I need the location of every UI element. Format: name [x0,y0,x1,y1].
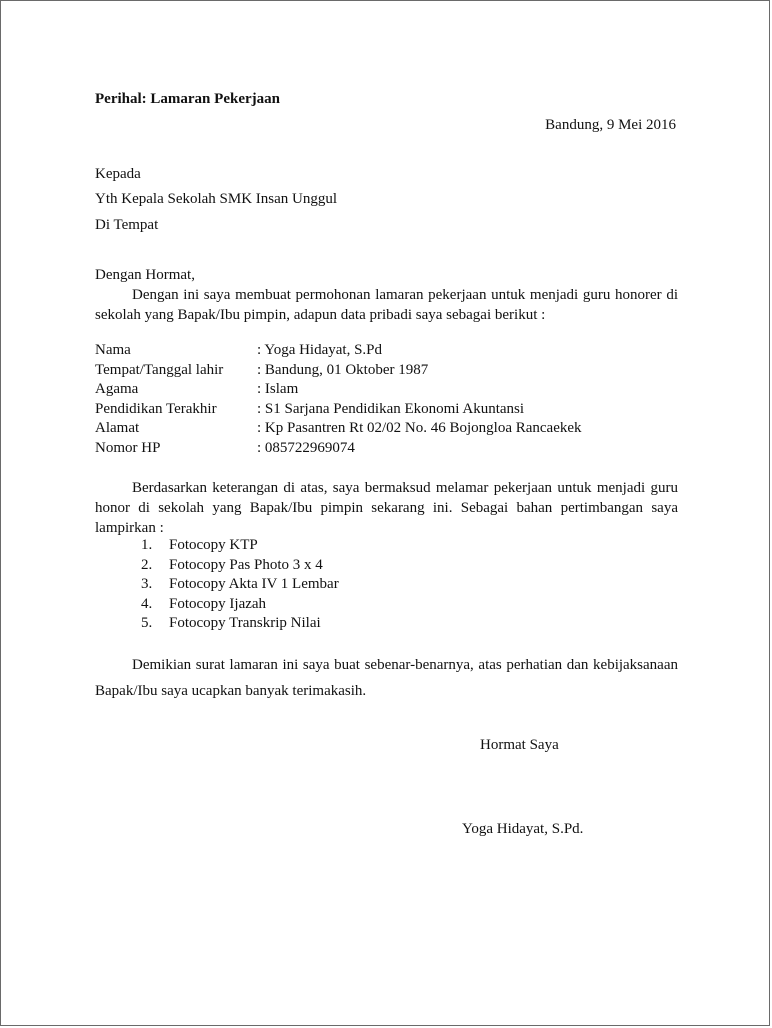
signer-name: Yoga Hidayat, S.Pd. [462,821,584,837]
closing-greeting: Hormat Saya [480,737,559,753]
data-label: Nama [95,342,131,358]
intro-paragraph [95,285,678,325]
closing-paragraph [95,652,678,704]
list-item [141,556,339,576]
list-text: Fotocopy KTP [169,537,258,553]
data-row [95,400,582,420]
letter-place-date: Bandung, 9 Mei 2016 [545,117,676,133]
data-label: Nomor HP [95,439,161,456]
data-row [95,341,582,361]
list-number: 1. [141,537,153,553]
data-value: : Islam [257,381,299,397]
list-item [141,614,339,634]
data-row [95,361,582,381]
salutation: Dengan Hormat, [95,267,195,283]
body-text: Berdasarkan keterangan di atas, saya bermaksud melamar pekerjaan untuk menjadi guru honor di sekolah yang Bapak/Ibu pimpin sekarang ini. Sebagai bahan pertimbangan saya lampirkan : [95,480,678,536]
recipient-line: Kepada [95,166,141,182]
list-text: Fotocopy Ijazah [169,595,267,612]
data-label: Tempat/Tanggal lahir [95,361,224,378]
data-value: : Kp Pasantren Rt 02/02 No. 46 Bojongloa Rancaekek [257,420,582,436]
recipient-line: Di Tempat [95,217,159,233]
letter-subject: Perihal: Lamaran Pekerjaan [95,91,280,107]
data-row [95,380,582,400]
closing-text: Demikian surat lamaran ini saya buat sebenar-benarnya, atas perhatian dan kebijaksanaan Bapak/Ibu saya ucapkan banyak terimakasih. [95,657,678,699]
data-row [95,419,582,439]
list-number: 4. [141,595,153,612]
list-number: 5. [141,615,153,631]
data-label: Pendidikan Terakhir [95,400,217,417]
data-row [95,439,582,459]
data-value: : S1 Sarjana Pendidikan Ekonomi Akuntansi [257,400,525,417]
personal-data-table [95,341,582,458]
data-value: : Yoga Hidayat, S.Pd [257,342,383,358]
list-text: Fotocopy Transkrip Nilai [169,615,321,631]
body-paragraph [95,478,678,538]
intro-text: Dengan ini saya membuat permohonan lamaran pekerjaan untuk menjadi guru honorer di sekolah yang Bapak/Ibu pimpin, adapun data pribadi saya sebagai berikut : [95,287,678,323]
recipient-line: Yth Kepala Sekolah SMK Insan Unggul [95,191,338,207]
list-text: Fotocopy Pas Photo 3 x 4 [169,556,323,573]
list-item [141,536,339,556]
list-item [141,575,339,595]
data-label: Agama [95,381,139,397]
list-item [141,595,339,615]
data-label: Alamat [95,420,140,436]
list-text: Fotocopy Akta IV 1 Lembar [169,576,339,592]
data-value: : Bandung, 01 Oktober 1987 [257,361,429,378]
attachment-list [141,536,339,634]
data-value: : 085722969074 [257,439,355,456]
list-number: 2. [141,556,153,573]
list-number: 3. [141,576,153,592]
